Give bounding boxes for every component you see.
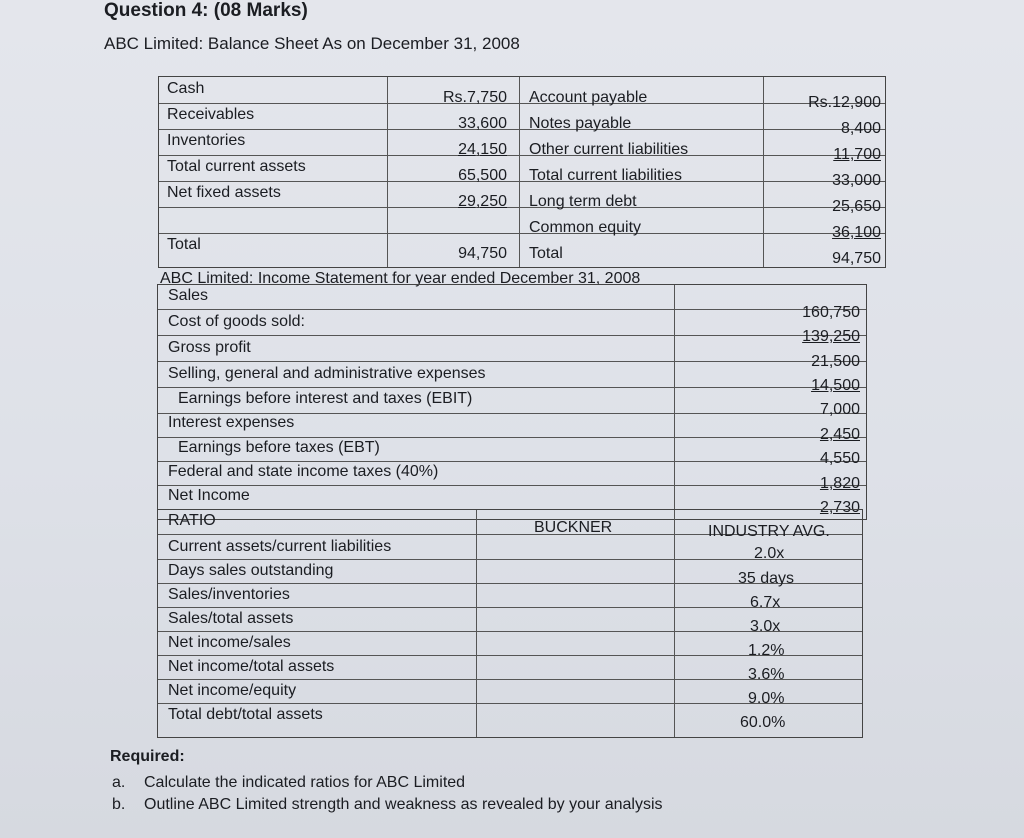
required-item-a-label: a. [112, 774, 126, 791]
is-label-ebit: Earnings before interest and taxes (EBIT) [178, 390, 473, 407]
ratio-label-net-income-equity: Net income/equity [168, 682, 297, 699]
is-label-ebt: Earnings before taxes (EBT) [178, 439, 380, 456]
ratio-label-sales-total-assets: Sales/total assets [168, 610, 294, 627]
industry-value-current: 2.0x [754, 545, 785, 562]
asset-label-receivables: Receivables [167, 106, 255, 123]
ratio-label-current: Current assets/current liabilities [168, 538, 392, 555]
is-value-taxes: 1,820 [819, 475, 860, 492]
required-item-a [112, 774, 465, 792]
liability-label-long-term-debt: Long term debt [529, 193, 637, 210]
is-label-net-income: Net Income [168, 487, 250, 504]
liability-value-notes-payable: 8,400 [840, 120, 881, 137]
asset-label-net-fixed-assets: Net fixed assets [167, 184, 281, 201]
liability-value-total: 94,750 [832, 250, 881, 267]
required-item-b-text: Outline ABC Limited strength and weakness as revealed by your analysis [144, 796, 663, 813]
is-label-gross-profit: Gross profit [168, 339, 251, 356]
liability-value-long-term-debt: 25,650 [832, 198, 881, 215]
liability-value-common-equity: 36,100 [832, 224, 881, 241]
is-label-sales: Sales [168, 287, 209, 304]
industry-header: INDUSTRY AVG. [708, 523, 830, 540]
asset-value-inventories: 24,150 [458, 141, 507, 158]
is-value-net-income: 2,730 [819, 499, 860, 516]
balance-sheet-table [158, 76, 886, 268]
income-statement-title: ABC Limited: Income Statement for year ended December 31, 2008 [160, 270, 641, 287]
is-label-cogs: Cost of goods sold: [168, 313, 305, 330]
asset-value-receivables: 33,600 [458, 115, 507, 132]
company-header: BUCKNER [534, 519, 613, 536]
is-value-interest: 2,450 [819, 426, 860, 443]
ratio-label-net-income-sales: Net income/sales [168, 634, 291, 651]
liability-label-total-current: Total current liabilities [529, 167, 682, 184]
industry-value-sales-total-assets: 3.0x [750, 618, 781, 635]
industry-value-dso: 35 days [738, 570, 795, 587]
liability-label-account-payable: Account payable [529, 89, 648, 106]
asset-total-label: Total [167, 236, 201, 253]
balance-sheet-title: ABC Limited: Balance Sheet As on December 31, 2008 [104, 34, 520, 53]
is-value-cogs: 139,250 [802, 328, 860, 345]
liability-label-notes-payable: Notes payable [529, 115, 632, 132]
question-title: Question 4: (08 Marks) [104, 0, 308, 21]
asset-total-value: 94,750 [458, 245, 507, 262]
required-item-b [112, 796, 663, 814]
ratio-header: RATIO [168, 512, 216, 529]
income-statement-table [157, 284, 867, 520]
industry-value-sales-inventories: 6.7x [750, 594, 781, 611]
is-label-sga: Selling, general and administrative expenses [168, 365, 486, 382]
asset-label-inventories: Inventories [167, 132, 246, 149]
asset-value-cash: Rs.7,750 [442, 89, 507, 106]
asset-value-net-fixed-assets: 29,250 [458, 193, 507, 210]
liability-value-other-current: 11,700 [833, 146, 881, 163]
is-value-ebt: 4,550 [819, 450, 860, 467]
ratio-label-total-debt-assets: Total debt/total assets [168, 706, 323, 723]
ratio-label-sales-inventories: Sales/inventories [168, 586, 290, 603]
ratio-label-net-income-total-assets: Net income/total assets [168, 658, 335, 675]
liability-value-account-payable: Rs.12,900 [808, 94, 881, 111]
industry-value-net-income-sales: 1.2% [748, 642, 785, 659]
is-value-gross-profit: 21,500 [811, 353, 860, 370]
ratio-table [157, 509, 863, 738]
is-value-sales: 160,750 [802, 304, 860, 321]
is-label-taxes: Federal and state income taxes (40%) [168, 463, 439, 480]
industry-value-total-debt-assets: 60.0% [740, 714, 786, 731]
liability-label-total: Total [529, 245, 563, 262]
is-value-sga: 14,500 [811, 377, 860, 394]
is-value-ebit: 7,000 [819, 401, 860, 418]
liability-value-total-current: 33,000 [832, 172, 881, 189]
industry-value-net-income-total-assets: 3.6% [748, 666, 785, 683]
asset-label-total-current-assets: Total current assets [167, 158, 306, 175]
industry-value-net-income-equity: 9.0% [748, 690, 785, 707]
asset-label-cash: Cash [167, 80, 205, 97]
liability-label-common-equity: Common equity [529, 219, 642, 236]
ratio-label-dso: Days sales outstanding [168, 562, 334, 579]
required-item-b-label: b. [112, 796, 126, 813]
is-label-interest: Interest expenses [168, 414, 295, 431]
required-heading: Required: [110, 748, 185, 765]
asset-value-total-current-assets: 65,500 [458, 167, 507, 184]
liability-label-other-current: Other current liabilities [529, 141, 689, 158]
required-item-a-text: Calculate the indicated ratios for ABC Limited [144, 774, 466, 791]
